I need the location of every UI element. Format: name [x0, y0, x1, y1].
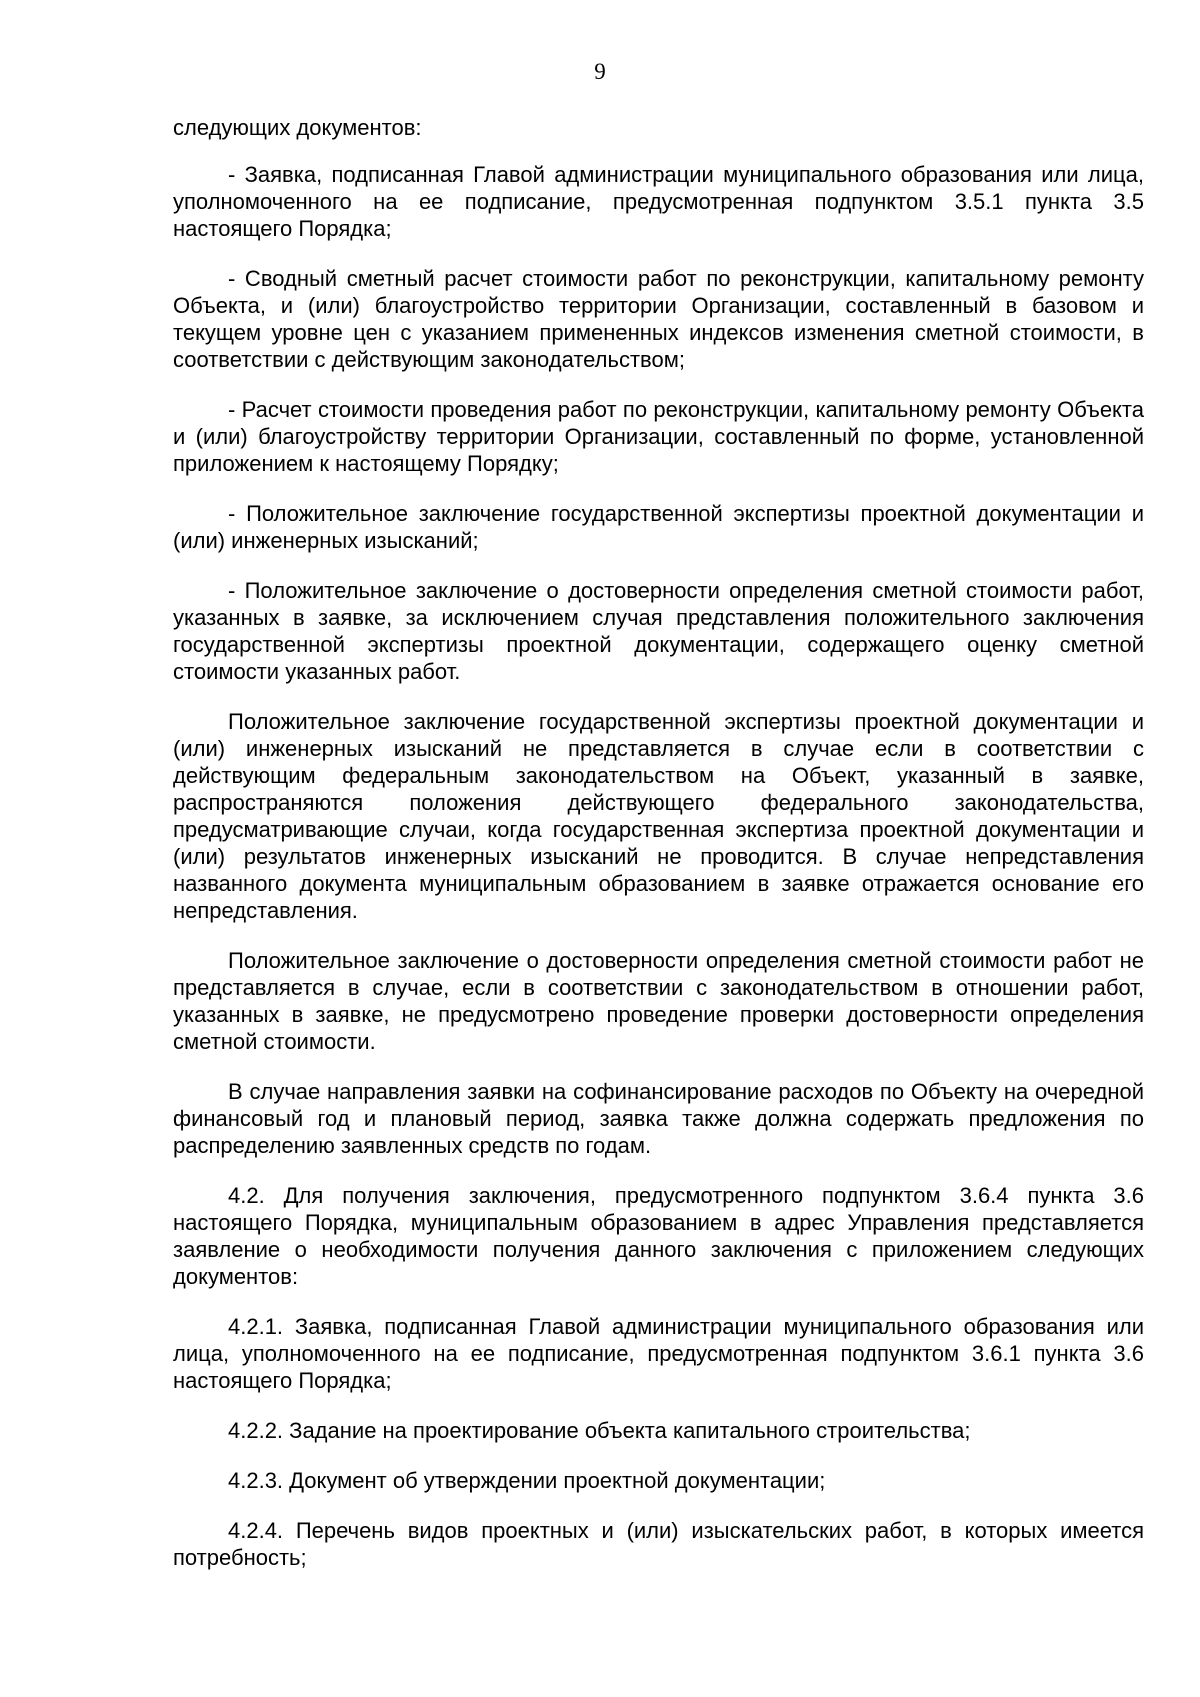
- paragraph-section-4-2-2: 4.2.2. Задание на проектирование объекта капитального строительства;: [228, 1418, 971, 1443]
- paragraph-item-application: - Заявка, подписанная Главой администрации муниципального образования или лица, уполномоченного на ее подписание, предусмотренная подпунктом 3.5.1 пункта 3.5 настоящего Порядка;: [173, 162, 1144, 241]
- paragraph-continuation: следующих документов:: [173, 115, 422, 140]
- paragraph-planning-period: В случае направления заявки на софинансирование расходов по Объекту на очередной финансовый год и плановый период, заявка также должна содержать предложения по распределению заявленных средств по годам.: [173, 1079, 1144, 1158]
- paragraph-expertise-exception: Положительное заключение государственной экспертизы проектной документации и (или) инженерных изысканий не представляется в случае если в соответствии с действующим федеральным законодательством на Объект, указанный в заявке, распространяются положения действующего федерального законодательства, предусматривающие случаи, когда государственная экспертиза проектной документации и (или) результатов инженерных изысканий не проводится. В случае непредставления названного документа муниципальным образованием в заявке отражается основание его непредставления.: [173, 709, 1144, 923]
- paragraph-section-4-2: 4.2. Для получения заключения, предусмотренного подпунктом 3.6.4 пункта 3.6 настоящего Порядка, муниципальным образованием в адрес Управления представляется заявление о необходимости получения данного заключения с приложением следующих документов:: [173, 1183, 1144, 1289]
- paragraph-item-estimate: - Сводный сметный расчет стоимости работ по реконструкции, капитальному ремонту Объекта, и (или) благоустройство территории Организации, составленный в базовом и текущем уровне цен с указанием примененных индексов изменения сметной стоимости, в соответствии с действующим законодательством;: [173, 266, 1144, 372]
- paragraph-item-reliability-conclusion: - Положительное заключение о достоверности определения сметной стоимости работ, указанных в заявке, за исключением случая представления положительного заключения государственной экспертизы проектной документации, содержащего оценку сметной стоимости указанных работ.: [173, 578, 1144, 684]
- paragraph-item-cost-calculation: - Расчет стоимости проведения работ по реконструкции, капитальному ремонту Объекта и (или) благоустройству территории Организации, составленный по форме, установленной приложением к настоящему Порядку;: [173, 397, 1144, 476]
- document-body: [173, 114, 1144, 1594]
- paragraph-section-4-2-1: 4.2.1. Заявка, подписанная Главой администрации муниципального образования или лица, уполномоченного на ее подписание, предусмотренная подпунктом 3.6.1 пункта 3.6 настоящего Порядка;: [173, 1314, 1144, 1393]
- page-number: 9: [594, 59, 606, 84]
- paragraph-section-4-2-3: 4.2.3. Документ об утверждении проектной документации;: [228, 1468, 826, 1493]
- paragraph-section-4-2-4: 4.2.4. Перечень видов проектных и (или) изыскательских работ, в которых имеется потребность;: [173, 1518, 1144, 1570]
- paragraph-reliability-exception: Положительное заключение о достоверности определения сметной стоимости работ не представляется в случае, если в соответствии с законодательством в отношении работ, указанных в заявке, не предусмотрено проведение проверки достоверности определения сметной стоимости.: [173, 948, 1144, 1054]
- paragraph-item-state-expertise: - Положительное заключение государственной экспертизы проектной документации и (или) инженерных изысканий;: [173, 501, 1144, 553]
